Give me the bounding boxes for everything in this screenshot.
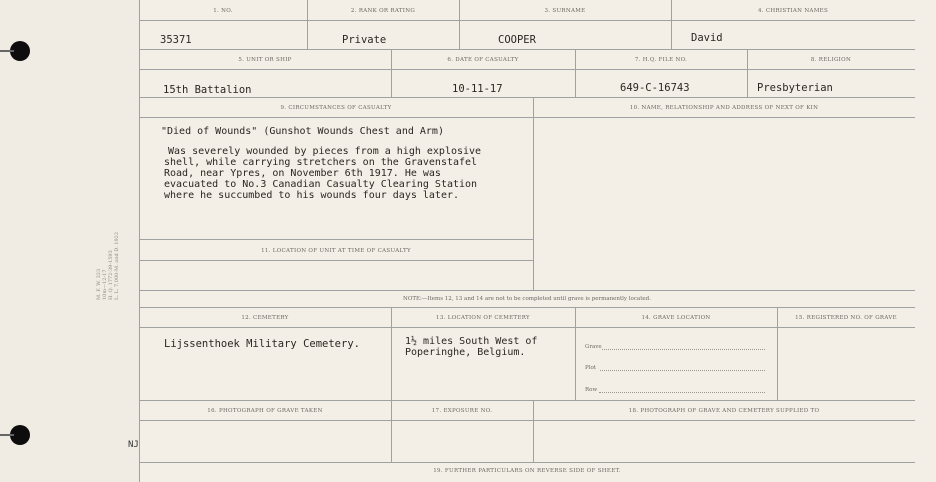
binder-tab-top (0, 50, 14, 52)
christian-names-value: David (691, 32, 723, 44)
label-cemetery-location: 13. LOCATION OF CEMETERY (436, 315, 530, 321)
label-next-of-kin: 10. NAME, RELATIONSHIP AND ADDRESS OF NEXT OF KIN (629, 105, 819, 111)
rule (139, 97, 915, 98)
label-rank: 2. RANK OR RATING (350, 8, 416, 14)
rule (139, 260, 533, 261)
cemetery-value: Lijssenthoek Military Cemetery. (164, 338, 360, 350)
label-cemetery: 12. CEMETERY (241, 315, 289, 321)
row-field-line (599, 392, 765, 393)
row-field-label: Row (585, 387, 598, 393)
label-further-particulars: 19. FURTHER PARTICULARS ON REVERSE SIDE OF SHEET. (433, 468, 621, 474)
label-surname: 3. SURNAME (544, 8, 586, 14)
imprint-line: H. Q. 1772-39-1593 (108, 250, 114, 300)
service-number: 35371 (160, 34, 192, 46)
hq-file-no-value: 649-C-16743 (620, 82, 690, 94)
label-exposure-no: 17. EXPOSURE NO. (431, 408, 493, 414)
binder-tab-bottom (0, 434, 14, 436)
label-circumstances: 9. CIRCUMSTANCES OF CASUALTY (280, 105, 392, 111)
grave-field-label: Grave (585, 344, 602, 350)
circumstances-line: Was severely wounded by pieces from a high explosive (168, 146, 482, 157)
imprint-line: 10m—12-17 (102, 269, 108, 300)
unit-value: 15th Battalion (163, 84, 252, 96)
label-unit-location: 11. LOCATION OF UNIT AT TIME OF CASUALTY (261, 248, 411, 254)
label-hq-file-no: 7. H.Q. FILE NO. (634, 57, 688, 63)
rule (139, 117, 915, 118)
label-grave-location: 14. GRAVE LOCATION (641, 315, 711, 321)
label-photograph-supplied: 18. PHOTOGRAPH OF GRAVE AND CEMETERY SUPPLIED TO (628, 408, 820, 414)
religion-value: Presbyterian (757, 82, 833, 94)
rule (139, 20, 915, 21)
label-religion: 8. RELIGION (810, 57, 852, 63)
plot-field-line (600, 370, 765, 371)
completion-note: NOTE:—Items 12, 13 and 14 are not to be completed until grave is permanently located. (403, 296, 651, 302)
label-date-of-casualty: 6. DATE OF CASUALTY (447, 57, 519, 63)
rule (139, 462, 915, 463)
plot-field-label: Plot (585, 365, 596, 371)
circumstances-line: evacuated to No.3 Canadian Casualty Clearing Station (164, 179, 478, 190)
margin-stamp: NJ (128, 440, 139, 450)
rank-value: Private (342, 34, 387, 46)
rule (139, 400, 915, 401)
printer-imprint (96, 210, 136, 300)
divider (391, 307, 392, 462)
imprint-line: L. L. 7,000-M. and D. 1922 (114, 231, 120, 300)
cemetery-location-line: Poperinghe, Belgium. (405, 347, 526, 358)
label-christian-names: 4. CHRISTIAN NAMES (757, 8, 829, 14)
rule (139, 307, 915, 308)
date-of-casualty-value: 10-11-17 (452, 83, 503, 95)
surname-value: COOPER (498, 34, 536, 46)
rule (139, 420, 915, 421)
grave-field-line (602, 349, 765, 350)
label-registered-no: 15. REGISTERED NO. OF GRAVE (795, 315, 897, 321)
cemetery-location-line: 1½ miles South West of (405, 336, 538, 347)
rule (139, 49, 915, 50)
rule (139, 69, 915, 70)
label-photograph-taken: 16. PHOTOGRAPH OF GRAVE TAKEN (207, 408, 323, 414)
rule (139, 290, 915, 291)
circumstances-line: shell, while carrying stretchers on the Gravenstafel (164, 157, 478, 168)
imprint-line: M. F. W. 323 (96, 268, 102, 300)
circumstances-line: where he succumbed to his wounds four days later. (164, 190, 460, 201)
label-unit: 5. UNIT OR SHIP (238, 57, 292, 63)
circumstances-cause: "Died of Wounds" (Gunshot Wounds Chest and Arm) (161, 126, 444, 137)
circumstances-line: Road, near Ypres, on November 6th 1917. He was (164, 168, 441, 179)
rule (139, 327, 915, 328)
label-number: 1. NO. (213, 8, 233, 14)
rule (139, 239, 533, 240)
divider (533, 97, 534, 290)
